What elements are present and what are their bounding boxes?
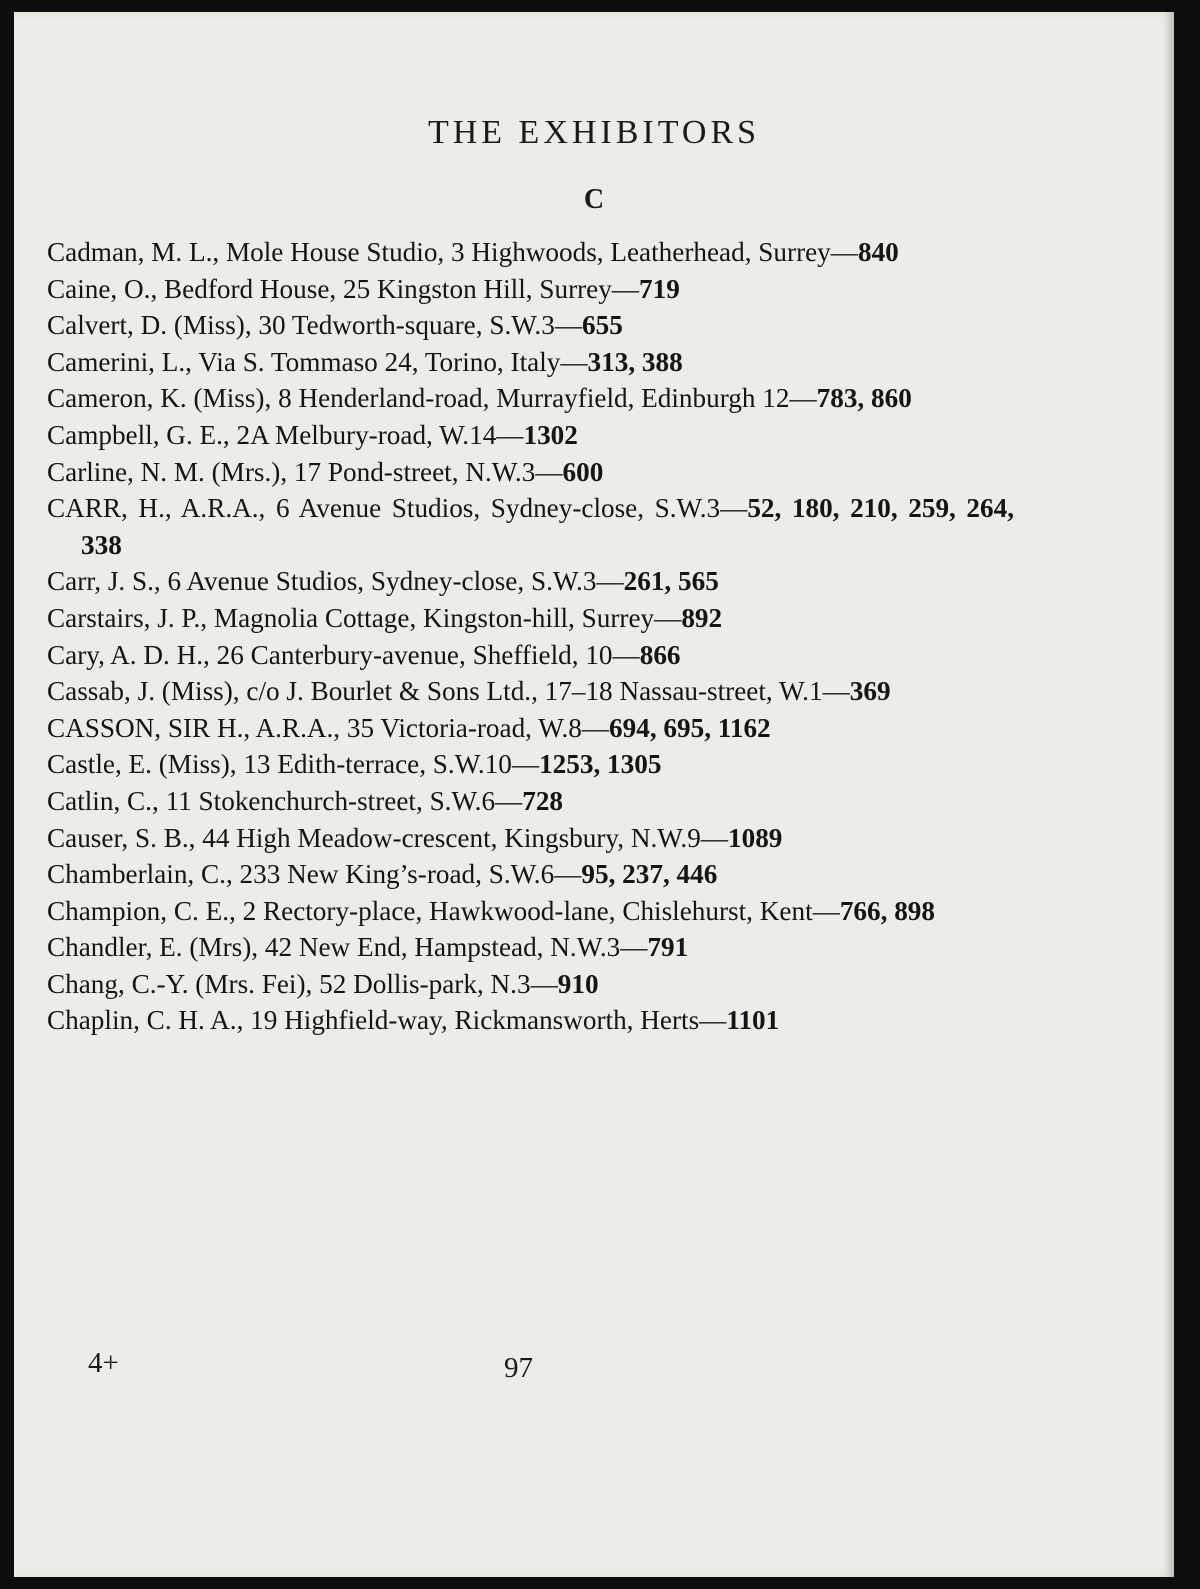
exhibitor-entry: Champion, C. E., 2 Rectory-place, Hawkwood-lane, Chislehurst, Kent—766, 898 [47,895,935,926]
entry-works: 52, 180, 210, 259, 264, 338 [81,493,1015,560]
entry-works: 1302 [523,419,578,450]
entry-text: Carr, J. S., 6 Avenue Studios, Sydney-close, S.W.3 [47,566,597,597]
exhibitor-entry: Camerini, L., Via S. Tommaso 24, Torino, Italy—313, 388 [47,346,683,377]
entry-text: CASSON, SIR H., A.R.A., 35 Victoria-road, W.8 [47,712,582,743]
entry-works: 1101 [726,1005,780,1036]
entry-text: Cadman, M. L., Mole House Studio, 3 Highwoods, Leatherhead, Surrey [47,237,831,267]
entry-text: Chamberlain, C., 233 New King’s-road, S.W.6 [47,859,555,890]
entry-text: CARR, H., A.R.A., 6 Avenue Studios, Sydney-close, S.W.3 [47,493,721,524]
entry-text: Chandler, E. (Mrs), 42 New End, Hampstead, N.W.3 [47,932,621,963]
entry-works: 866 [639,639,681,670]
exhibitor-entry: CARR, H., A.R.A., 6 Avenue Studios, Sydney-close, S.W.3—52, 180, 210, 259, 264, 338 [47,493,1015,560]
entry-works: 892 [681,602,723,633]
exhibitor-entry: Campbell, G. E., 2A Melbury-road, W.14—1302 [47,419,578,450]
exhibitor-entry: Calvert, D. (Miss), 30 Tedworth-square, S.W.3—655 [47,310,623,341]
entry-works: 600 [562,456,604,487]
entry-works: 95, 237, 446 [581,859,718,890]
page-number: 97 [504,1352,533,1384]
entry-text: Cassab, J. (Miss), c/o J. Bourlet & Sons Ltd., 17–18 Nassau-street, W.1 [47,676,823,707]
entry-text: Caine, O., Bedford House, 25 Kingston Hill, Surrey [47,273,612,304]
exhibitor-entry: Causer, S. B., 44 High Meadow-crescent, Kingsbury, N.W.9—1089 [47,822,783,853]
entry-works: 728 [522,785,564,816]
entry-works: 719 [639,273,680,304]
book-page [14,12,1174,1577]
page-edge-shadow [1164,12,1174,1577]
entry-text: Carline, N. M. (Mrs.), 17 Pond-street, N.W.3 [47,456,536,487]
exhibitor-entry: Carr, J. S., 6 Avenue Studios, Sydney-close, S.W.3—261, 565 [47,566,719,597]
exhibitor-entry: Cassab, J. (Miss), c/o J. Bourlet & Sons Ltd., 17–18 Nassau-street, W.1—369 [47,676,891,707]
exhibitor-list [47,234,1014,1039]
entry-text: Campbell, G. E., 2A Melbury-road, W.14 [47,419,497,450]
entry-text: Cameron, K. (Miss), 8 Henderland-road, Murrayfield, Edinburgh 12 [47,383,790,414]
exhibitor-entry: CASSON, SIR H., A.R.A., 35 Victoria-road, W.8—694, 695, 1162 [47,712,771,743]
entry-text: Chang, C.-Y. (Mrs. Fei), 52 Dollis-park, N.3 [47,968,531,999]
entry-text: Cary, A. D. H., 26 Canterbury-avenue, Sheffield, 10 [47,639,613,670]
signature-mark: 4+ [88,1347,119,1379]
entry-works: 694, 695, 1162 [609,712,771,743]
entry-works: 791 [647,932,689,963]
exhibitor-entry: Caine, O., Bedford House, 25 Kingston Hill, Surrey—719 [47,273,680,304]
entry-works: 910 [557,968,599,999]
exhibitor-entry: Castle, E. (Miss), 13 Edith-terrace, S.W.10—1253, 1305 [47,749,662,780]
section-letter: C [583,184,605,215]
entry-text: Calvert, D. (Miss), 30 Tedworth-square, S.W.3 [47,310,555,341]
entry-works: 840 [857,237,899,267]
entry-text: Castle, E. (Miss), 13 Edith-terrace, S.W.10 [47,749,512,780]
exhibitor-entry: Cary, A. D. H., 26 Canterbury-avenue, Sheffield, 10—866 [47,639,681,670]
entry-works: 313, 388 [587,346,683,377]
entry-works: 783, 860 [816,383,912,414]
entry-text: Chaplin, C. H. A., 19 Highfield-way, Rickmansworth, Herts [47,1005,700,1036]
exhibitor-entry: Carline, N. M. (Mrs.), 17 Pond-street, N.W.3—600 [47,456,604,487]
exhibitor-entry: Cadman, M. L., Mole House Studio, 3 Highwoods, Leatherhead, Surrey—840 [47,237,899,267]
exhibitor-entry: Chandler, E. (Mrs), 42 New End, Hampstead, N.W.3—791 [47,932,689,963]
exhibitor-entry: Chang, C.-Y. (Mrs. Fei), 52 Dollis-park, N.3—910 [47,968,599,999]
entry-works: 1253, 1305 [539,749,662,780]
exhibitor-entry: Carstairs, J. P., Magnolia Cottage, Kingston-hill, Surrey—892 [47,602,723,633]
entry-text: Causer, S. B., 44 High Meadow-crescent, Kingsbury, N.W.9 [47,822,701,853]
entry-text: Catlin, C., 11 Stokenchurch-street, S.W.6 [47,785,496,816]
entry-text: Carstairs, J. P., Magnolia Cottage, Kingston-hill, Surrey [47,602,655,633]
exhibitor-entry: Catlin, C., 11 Stokenchurch-street, S.W.6—728 [47,785,564,816]
exhibitor-entry: Chamberlain, C., 233 New King’s-road, S.W.6—95, 237, 446 [47,859,718,890]
entry-works: 369 [849,676,891,707]
entry-works: 766, 898 [839,895,935,926]
entry-works: 261, 565 [623,566,719,597]
entry-text: Champion, C. E., 2 Rectory-place, Hawkwood-lane, Chislehurst, Kent [47,895,813,926]
exhibitor-entry: Cameron, K. (Miss), 8 Henderland-road, Murrayfield, Edinburgh 12—783, 860 [47,383,912,414]
entry-works: 1089 [728,822,783,853]
exhibitor-entry: Chaplin, C. H. A., 19 Highfield-way, Rickmansworth, Herts—1101 [47,1005,780,1036]
entry-text: Camerini, L., Via S. Tommaso 24, Torino, Italy [47,346,561,377]
running-head: THE EXHIBITORS [427,114,761,151]
entry-works: 655 [582,310,623,341]
